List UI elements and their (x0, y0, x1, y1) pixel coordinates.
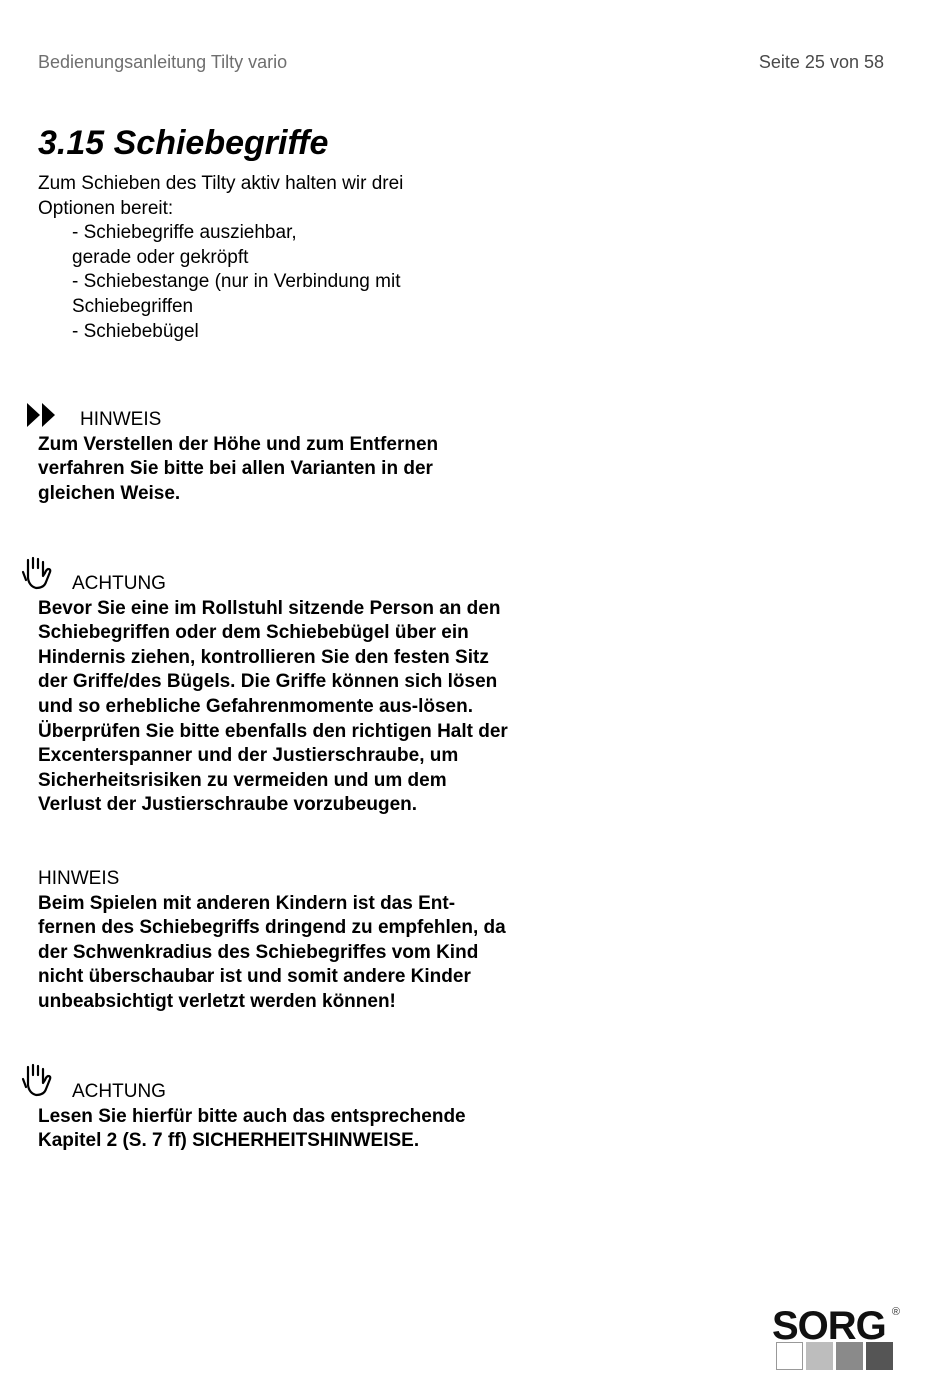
achtung-label: ACHTUNG (72, 573, 166, 594)
page-header-title: Bedienungsanleitung Tilty vario (38, 52, 288, 72)
option-item: gerade oder gekröpft (72, 246, 249, 268)
sorg-logo (772, 1304, 902, 1372)
hinweis-label: HINWEIS (38, 868, 120, 889)
achtung-text: Lesen Sie hierfür bitte auch das entsprechende Kapitel 2 (S. 7 ff) SICHERHEITSHINWEISE. (38, 1105, 466, 1152)
page-number: Seite 25 von 58 (758, 52, 884, 72)
option-item: - Schiebebügel (72, 320, 199, 342)
option-item: - Schiebestange (nur in Verbindung mit (72, 271, 401, 293)
hinweis-notice (38, 867, 508, 1015)
hinweis-label: HINWEIS (80, 409, 162, 430)
option-item: Schiebegriffen (72, 295, 194, 317)
intro-line-2: Optionen bereit: (38, 197, 174, 219)
options-list (38, 221, 498, 344)
achtung-notice (38, 1080, 508, 1154)
section-intro (38, 172, 498, 344)
hinweis-text: Beim Spielen mit anderen Kindern ist das Ent-fernen des Schiebegriffs dringend zu empfehlen, da der Schwenkradius des Schiebegriffes vom Kind nicht überschaubar ist und somit andere Kinder unbeabsichtigt verletzt werden können! (38, 892, 506, 1012)
achtung-label: ACHTUNG (72, 1081, 166, 1102)
section-heading: 3.15 Schiebegriffe (38, 124, 329, 162)
option-item: - Schiebegriffe ausziehbar, (72, 222, 297, 244)
logo-text: SORG (772, 1304, 886, 1348)
achtung-text: Bevor Sie eine im Rollstuhl sitzende Person an den Schiebegriffen oder dem Schiebebügel über ein Hindernis ziehen, kontrollieren Sie den festen Sitz der Griffe/des Bügels. Die Griffe können sich lösen und so erhebliche Gefahrenmomente aus-lösen. Überprüfen Sie bitte ebenfalls den richtigen Halt der Excenterspanner und der Justierschraube, um Sicherheitsrisiken zu vermeiden und um dem Verlust der Justierschraube vorzubeugen. (38, 597, 508, 816)
hinweis-notice (38, 408, 508, 506)
intro-line-1: Zum Schieben des Tilty aktiv halten wir drei (38, 173, 404, 194)
hinweis-text: Zum Verstellen der Höhe und zum Entfernen verfahren Sie bitte bei allen Varianten in der gleichen Weise. (38, 433, 439, 504)
achtung-notice (38, 572, 508, 818)
registered-mark: ® (891, 1306, 900, 1318)
